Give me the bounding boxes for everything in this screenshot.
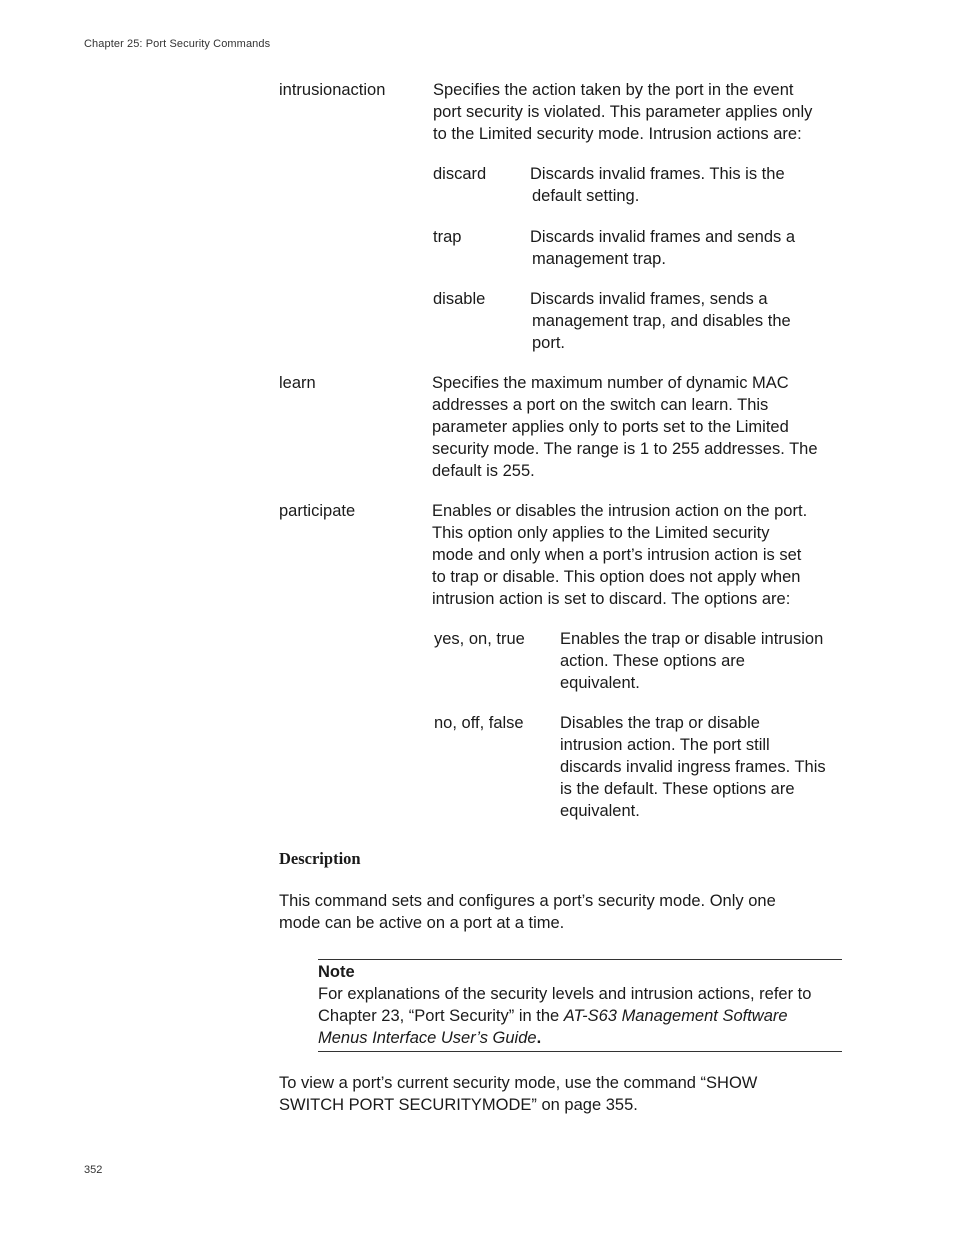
note-text-plain: Chapter 23, “Port Security” in the	[318, 1007, 564, 1025]
def-line: default setting.	[532, 187, 640, 205]
option-term-disable: disable	[433, 290, 486, 308]
def-line: to trap or disable. This option does not apply when	[432, 568, 801, 586]
def-line: management trap.	[532, 250, 666, 268]
section-heading-description: Description	[279, 849, 361, 868]
def-line: is the default. These options are	[560, 780, 795, 798]
def-line: mode and only when a port’s intrusion action is set	[432, 546, 802, 564]
note-period: .	[536, 1029, 542, 1047]
option-term-trap: trap	[433, 228, 462, 246]
def-line: default is 255.	[432, 462, 535, 480]
def-line: Discards invalid frames, sends a	[530, 290, 768, 308]
def-line: Discards invalid frames. This is the	[530, 165, 785, 183]
option-term-yes: yes, on, true	[434, 630, 525, 648]
param-def-participate	[432, 500, 807, 610]
param-term-participate: participate	[279, 502, 356, 520]
page-number: 352	[84, 1164, 103, 1176]
def-line: action. These options are	[560, 652, 745, 670]
note-line: For explanations of the security levels and intrusion actions, refer to	[318, 985, 812, 1003]
def-line: Disables the trap or disable	[560, 714, 760, 732]
def-line: Enables or disables the intrusion action on the port.	[432, 502, 808, 520]
note-body	[318, 983, 842, 1049]
def-line: Discards invalid frames and sends a	[530, 228, 796, 246]
def-line: parameter applies only to ports set to the Limited	[432, 418, 789, 436]
paragraph-line: mode can be active on a port at a time.	[279, 914, 565, 932]
option-def-disable	[530, 288, 791, 354]
running-head: Chapter 25: Port Security Commands	[84, 38, 271, 50]
def-line: intrusion action is set to discard. The options are:	[432, 590, 791, 608]
option-def-yes	[560, 628, 823, 694]
paragraph-line: SWITCH PORT SECURITYMODE” on page 355.	[279, 1096, 638, 1114]
def-line: management trap, and disables the	[532, 312, 791, 330]
def-line: equivalent.	[560, 802, 640, 820]
def-line: intrusion action. The port still	[560, 736, 770, 754]
note-line	[318, 1005, 842, 1027]
note-title: Note	[318, 963, 355, 981]
closing-paragraph	[279, 1072, 757, 1116]
option-term-discard: discard	[433, 165, 487, 183]
def-line: Enables the trap or disable intrusion	[560, 630, 824, 648]
param-term-learn: learn	[279, 374, 316, 392]
paragraph-line: This command sets and configures a port’s security mode. Only one	[279, 892, 776, 910]
guide-title-part1: AT-S63 Management Software	[563, 1007, 788, 1025]
option-term-no: no, off, false	[434, 714, 524, 732]
option-def-trap	[530, 226, 795, 270]
param-term-intrusionaction: intrusionaction	[279, 81, 386, 99]
def-line: port security is violated. This parameter applies only	[433, 103, 813, 121]
def-line: This option only applies to the Limited security	[432, 524, 770, 542]
def-line: port.	[532, 334, 566, 352]
def-line: equivalent.	[560, 674, 640, 692]
description-paragraph	[279, 890, 776, 934]
def-line: Specifies the maximum number of dynamic MAC	[432, 374, 789, 392]
def-line: discards invalid ingress frames. This	[560, 758, 826, 776]
option-def-discard	[530, 163, 785, 207]
param-def-intrusionaction	[433, 79, 812, 145]
def-line: security mode. The range is 1 to 255 addresses. The	[432, 440, 818, 458]
note-line	[318, 1027, 842, 1049]
paragraph-line: To view a port’s current security mode, use the command “SHOW	[279, 1074, 758, 1092]
def-line: Specifies the action taken by the port in the event	[433, 81, 794, 99]
guide-title-part2: Menus Interface User’s Guide	[318, 1029, 537, 1047]
note-box	[318, 959, 842, 1052]
def-line: addresses a port on the switch can learn. This	[432, 396, 769, 414]
param-def-learn	[432, 372, 818, 482]
option-def-no	[560, 712, 826, 822]
def-line: to the Limited security mode. Intrusion actions are:	[433, 125, 802, 143]
